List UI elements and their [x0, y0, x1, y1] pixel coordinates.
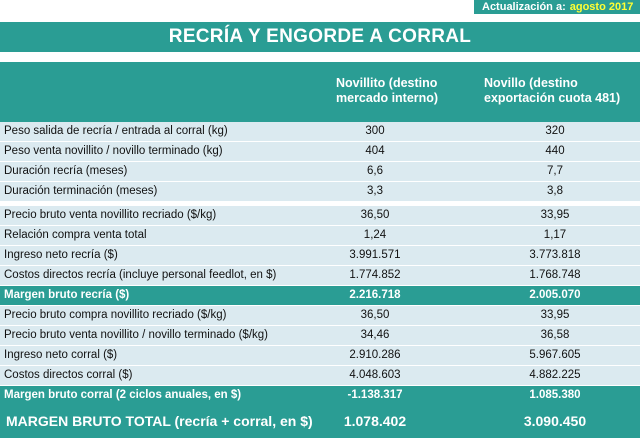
update-banner	[474, 0, 640, 14]
row-value-novillito: 4.048.603	[349, 369, 401, 381]
table-row	[0, 162, 640, 182]
row-label: Ingreso neto corral ($)	[4, 349, 118, 361]
table-row	[0, 122, 640, 142]
row-value-novillo: 5.967.605	[529, 349, 581, 361]
row-value-novillito: 6,6	[367, 165, 383, 177]
row-label: Peso venta novillito / novillo terminado (kg)	[4, 145, 223, 157]
row-label: Margen bruto recría ($)	[4, 289, 130, 301]
column-header-novillo: Novillo (destino exportación cuota 481)	[484, 76, 621, 105]
table-row	[0, 142, 640, 162]
row-value-novillo: 3.773.818	[529, 249, 581, 261]
row-value-novillito: 36,50	[360, 209, 390, 221]
total-row	[0, 404, 640, 438]
row-label: Costos directos recría (incluye personal feedlot, en $)	[4, 269, 277, 281]
row-value-novillo: 36,58	[540, 329, 570, 341]
row-value-novillito: 1,24	[363, 229, 387, 241]
column-header-novillito: Novillito (destino mercado interno)	[336, 76, 439, 105]
table-row	[0, 226, 640, 246]
table-row	[0, 366, 640, 386]
table-row	[0, 326, 640, 346]
row-value-novillo: 7,7	[547, 165, 563, 177]
table-row	[0, 346, 640, 366]
total-value-novillito: 1.078.402	[343, 413, 407, 429]
row-value-novillo: 1,17	[543, 229, 567, 241]
table-row-highlight	[0, 286, 640, 306]
row-label: Precio bruto compra novillito recriado ($/kg)	[4, 309, 227, 321]
row-label: Precio bruto venta novillito / novillo terminado ($/kg)	[4, 329, 268, 341]
row-label: Relación compra venta total	[4, 229, 147, 241]
table-row	[0, 266, 640, 286]
row-value-novillo: 440	[545, 145, 565, 157]
table-header	[0, 62, 640, 122]
row-label: Peso salida de recría / entrada al corral (kg)	[4, 125, 228, 137]
row-label: Ingreso neto recría ($)	[4, 249, 118, 261]
row-value-novillito: 2.910.286	[349, 349, 401, 361]
row-value-novillo: 3,8	[547, 185, 563, 197]
row-value-novillo: 2.005.070	[529, 289, 581, 301]
row-value-novillito: -1.138.317	[347, 389, 403, 401]
row-label: Duración terminación (meses)	[4, 185, 158, 197]
page-title: RECRÍA Y ENGORDE A CORRAL	[0, 22, 640, 52]
table-row	[0, 182, 640, 202]
row-value-novillito: 34,46	[360, 329, 390, 341]
row-value-novillo: 1.768.748	[529, 269, 581, 281]
row-value-novillito: 1.774.852	[349, 269, 401, 281]
row-label: Duración recría (meses)	[4, 165, 128, 177]
row-label: Margen bruto corral (2 ciclos anuales, en $)	[4, 389, 242, 401]
update-label: Actualización a:	[482, 1, 566, 13]
total-label: MARGEN BRUTO TOTAL (recría + corral, en $)	[6, 413, 313, 429]
row-value-novillito: 404	[365, 145, 385, 157]
row-label: Costos directos corral ($)	[4, 369, 133, 381]
row-value-novillo: 33,95	[540, 309, 570, 321]
table-group-economics	[0, 206, 640, 406]
row-value-novillito: 3,3	[367, 185, 383, 197]
table-group-weights	[0, 122, 640, 202]
row-value-novillo: 4.882.225	[529, 369, 581, 381]
row-value-novillo: 320	[545, 125, 565, 137]
table-row	[0, 206, 640, 226]
table-row	[0, 246, 640, 266]
row-label: Precio bruto venta novillito recriado ($/kg)	[4, 209, 217, 221]
table-row	[0, 306, 640, 326]
update-value: agosto 2017	[569, 1, 634, 13]
row-value-novillito: 36,50	[360, 309, 390, 321]
table-row-highlight	[0, 386, 640, 406]
row-value-novillito: 2.216.718	[349, 289, 401, 301]
total-value-novillo: 3.090.450	[523, 413, 587, 429]
row-value-novillito: 3.991.571	[349, 249, 401, 261]
row-value-novillo: 33,95	[540, 209, 570, 221]
row-value-novillo: 1.085.380	[529, 389, 581, 401]
row-value-novillito: 300	[365, 125, 385, 137]
